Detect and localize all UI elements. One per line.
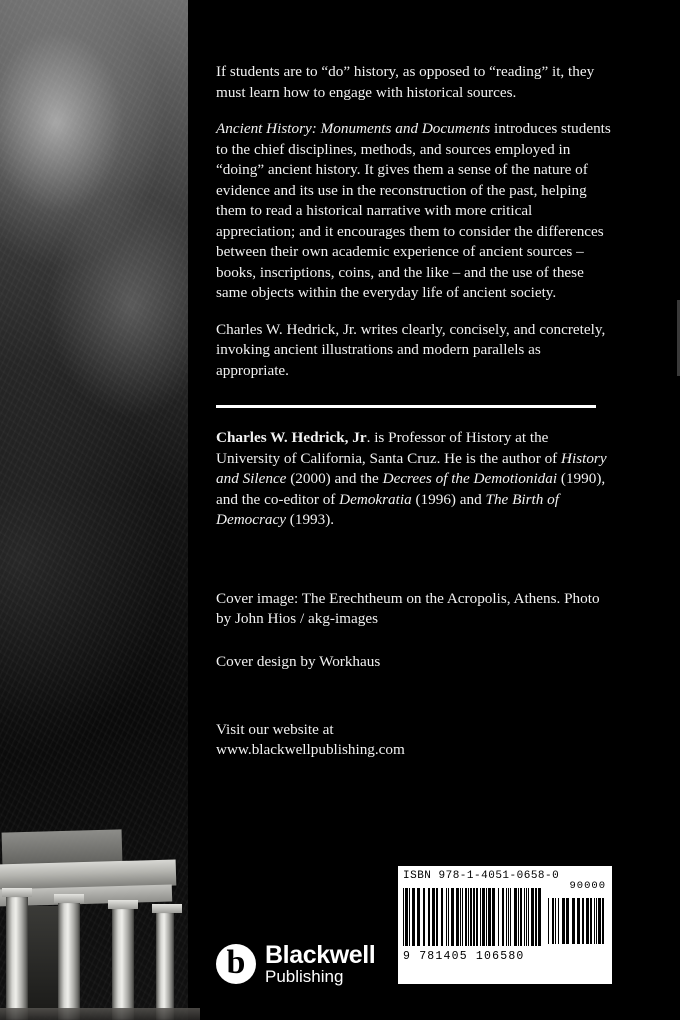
author-work-1-year: (2000) and the (286, 470, 383, 487)
horizontal-rule (216, 405, 596, 408)
author-bio (216, 428, 612, 531)
isbn-text: ISBN 978-1-4051-0658-0 (403, 870, 560, 882)
author-work-2-year: (1990), and the co-editor of (216, 470, 606, 508)
publisher-name (265, 942, 375, 986)
barcode-addon-digits: 90000 (569, 880, 606, 892)
blurb-paragraph-1: If students are to “do” history, as opposed to “reading” it, they must learn how to engage with historical sources. (216, 63, 595, 101)
ean13-digits: 9 781405 106580 (403, 950, 525, 963)
book-title-italic: Ancient History: Monuments and Documents (216, 120, 491, 137)
ean13-bars (403, 888, 543, 946)
author-work-2: Decrees of the Demotionidai (382, 470, 558, 487)
ean5-addon-bars (548, 898, 606, 944)
author-work-4: The Birth of Democracy (216, 490, 559, 528)
cover-photograph (0, 0, 188, 1020)
author-work-4-year: (1993). (286, 511, 335, 528)
website-url[interactable]: www.blackwellpublishing.com (216, 741, 405, 758)
temple-column (112, 908, 134, 1020)
credits-block (216, 589, 612, 673)
temple-column (6, 896, 28, 1020)
ean5-addon-barcode (548, 896, 606, 944)
ean13-barcode (403, 886, 543, 946)
author-bio-line1: . is Professor of History at the University of California, Santa Cruz. He is the author of (216, 429, 562, 467)
temple-column (58, 902, 80, 1020)
publisher-name-line1: Blackwell (265, 940, 376, 969)
author-name: Charles W. Hedrick, Jr (216, 429, 367, 446)
publisher-logo (216, 942, 375, 986)
blurb-paragraph-3: Charles W. Hedrick, Jr. writes clearly, concisely, and concretely, invoking ancient illustrations and modern parallels as appropriate. (216, 320, 606, 379)
author-work-3: Demokratia (339, 490, 412, 508)
temple-stylobate (0, 1008, 200, 1020)
temple-wall (28, 906, 58, 1016)
blurb-paragraph-2-text: introduces students to the chief disciplines, methods, and sources employed in “doing” ancient history. It gives them a sense of the nature of evidence and its use in the reconstruction of the past, helping them to read a historical narrative with more critical appreciation; and it encourages them to consider the differences between their own academic experience of ancient sources – books, inscriptions, coins, and the like – and the use of these same objects within the everyday life of ancient society. (216, 120, 611, 301)
publisher-name-line2: Publishing (265, 967, 344, 987)
cover-image-credit: Cover image: The Erechtheum on the Acropolis, Athens. Photo by John Hios / akg-images (216, 589, 600, 627)
author-work-1: History and Silence (216, 449, 607, 487)
cover-design-credit: Cover design by Workhaus (216, 652, 381, 670)
author-work-3-year: (1996) and (411, 490, 486, 508)
blackwell-b-icon: b (216, 944, 256, 984)
website-block (216, 720, 612, 760)
erechtheum-ruin-illustration (0, 770, 188, 1020)
temple-column (156, 912, 174, 1020)
blurb-paragraph-2 (216, 119, 612, 304)
barcode-block (398, 866, 612, 984)
website-label: Visit our website at (216, 721, 334, 738)
